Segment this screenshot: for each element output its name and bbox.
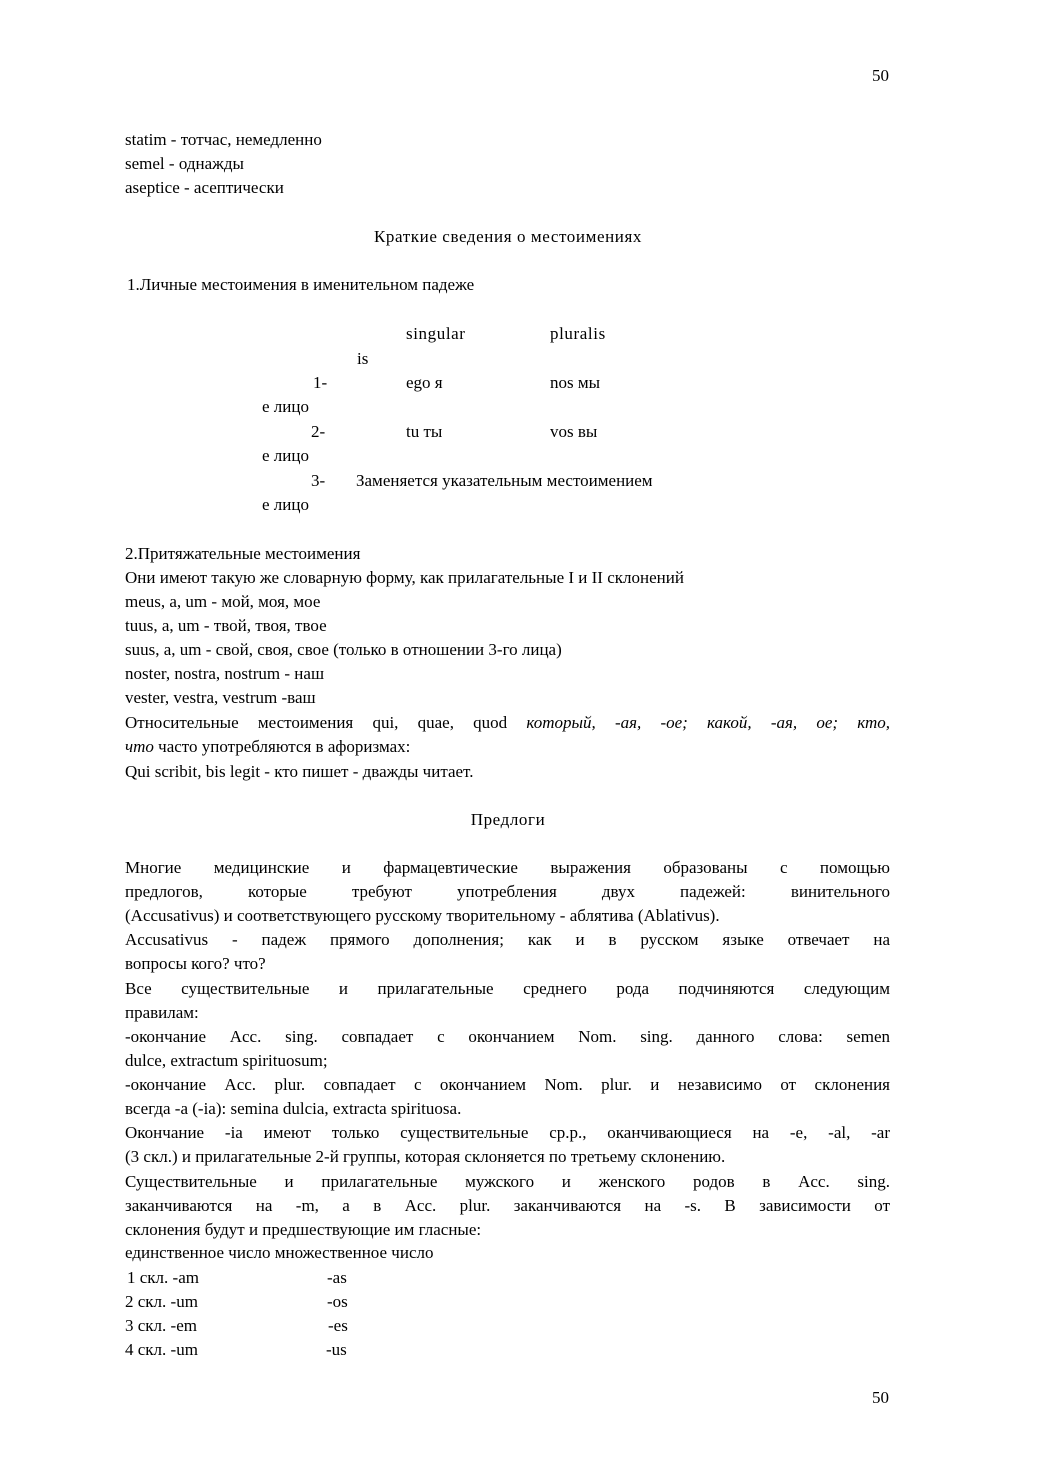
ending-singular: 4 скл. -um <box>125 1340 198 1359</box>
relative-line <box>125 711 890 735</box>
vocab-term: aseptice - <box>125 178 194 197</box>
paragraph-line: Многие медицинские и фармацевтические выражения образованы с помощью <box>125 858 890 877</box>
col-header-pluralis: pluralis <box>550 324 606 343</box>
page-number-top: 50 <box>872 66 889 85</box>
row-person-label: е лицо <box>262 495 309 514</box>
personal-heading: 1.Личные местоимения в именительном падеже <box>127 275 475 294</box>
endings-header: единственное число множественное число <box>125 1243 434 1262</box>
ending-plural: -os <box>327 1292 348 1311</box>
paragraph <box>125 1121 890 1169</box>
relative-prefix: Относительные местоимения qui, quae, quod <box>125 713 527 732</box>
ending-plural: -as <box>327 1268 347 1287</box>
relative-italic: что <box>125 737 154 756</box>
prepositions-heading: Предлоги <box>470 810 546 829</box>
vocab-term: statim - <box>125 130 181 149</box>
paragraph-line: заканчиваются на -m, а в Acc. plur. заканчиваются на -s. В зависимости от <box>125 1196 890 1215</box>
paragraph-line: Все существительные и прилагательные среднего рода подчиняются следующим <box>125 979 890 998</box>
row-singular: ego я <box>406 373 443 392</box>
possessive-item: vester, vestra, vestrum -ваш <box>125 688 316 707</box>
relative-italic: который, -ая, -ое; какой, -ая, ое; кто, <box>526 713 891 732</box>
paragraph-line: -окончание Acc. plur. совпадает с окончанием Nom. plur. и независимо от склонения <box>125 1075 890 1094</box>
paragraph-line: Существительные и прилагательные мужского и женского родов в Acc. sing. <box>125 1172 890 1191</box>
row-person-label: е лицо <box>262 446 309 465</box>
aphorism: Qui scribit, bis legit - кто пишет - дважды читает. <box>125 762 474 781</box>
paragraph <box>125 856 890 928</box>
vocab-meaning: однажды <box>178 154 244 173</box>
paragraph-line: предлогов, которые требуют употребления двух падежей: винительного <box>125 882 890 901</box>
possessive-item: tuus, a, um - твой, твоя, твое <box>125 616 327 635</box>
ending-plural: -es <box>328 1316 348 1335</box>
paragraph-line: склонения будут и предшествующие им гласные: <box>125 1220 482 1239</box>
col-header-singular: singular <box>406 324 466 343</box>
paragraph-line: вопросы кого? что? <box>125 954 266 973</box>
pronouns-heading: Краткие сведения о местоимениях <box>373 227 643 246</box>
vocab-term: semel - <box>125 154 179 173</box>
row-person-number: 1- <box>313 373 328 392</box>
vocab-meaning: тотчас, немедленно <box>180 130 322 149</box>
page-number-bottom: 50 <box>872 1388 889 1407</box>
relative-pronouns-paragraph <box>125 711 890 759</box>
row-person-number: 2- <box>311 422 326 441</box>
paragraph-line: всегда -a (-ia): semina dulcia, extracta spirituosa. <box>125 1099 462 1118</box>
vocab-item <box>125 128 322 152</box>
paragraph <box>125 977 890 1025</box>
paragraph-line: -окончание Acc. sing. совпадает с окончанием Nom. sing. данного слова: semen <box>125 1027 890 1046</box>
paragraph <box>125 1025 890 1073</box>
row-merged-cell: Заменяется указательным местоимением <box>356 471 653 490</box>
vocab-meaning: асептически <box>193 178 284 197</box>
row-pluralis: nos мы <box>550 373 601 392</box>
ending-plural: -us <box>326 1340 347 1359</box>
paragraph-line: dulce, extractum spirituosum; <box>125 1051 328 1070</box>
possessive-item: noster, nostra, nostrum - наш <box>125 664 325 683</box>
paragraph-line: (Accusativus) и соответствующего русскому творительному - аблятива (Ablativus). <box>125 906 720 925</box>
ending-singular: 2 скл. -um <box>125 1292 198 1311</box>
paragraph-line: Accusativus - падеж прямого дополнения; как и в русском языке отвечает на <box>125 930 890 949</box>
ending-singular: 3 скл. -em <box>125 1316 197 1335</box>
paragraph <box>125 1170 890 1242</box>
possessive-item: suus, a, um - свой, своя, свое (только в отношении 3-го лица) <box>125 640 562 659</box>
possessive-item: meus, a, um - мой, моя, мое <box>125 592 321 611</box>
relative-line <box>125 735 890 759</box>
possessive-intro: Они имеют такую же словарную форму, как прилагательные I и II склонений <box>125 568 684 587</box>
possessive-heading: 2.Притяжательные местоимения <box>125 544 361 563</box>
row-pluralis: vos вы <box>550 422 598 441</box>
relative-suffix: часто употребляются в афоризмах: <box>153 737 411 756</box>
ending-singular: 1 скл. -am <box>127 1268 199 1287</box>
is-label: is <box>357 349 369 368</box>
paragraph <box>125 1073 890 1121</box>
row-person-number: 3- <box>311 471 326 490</box>
row-person-label: е лицо <box>262 397 309 416</box>
paragraph-line: (3 скл.) и прилагательные 2-й группы, которая склоняется по третьему склонению. <box>125 1147 726 1166</box>
paragraph-line: Окончание -ia имеют только существительные ср.р., оканчивающиеся на -е, -al, -ar <box>125 1123 890 1142</box>
paragraph <box>125 928 890 976</box>
vocab-item <box>125 152 244 176</box>
paragraph-line: правилам: <box>125 1003 199 1022</box>
row-singular: tu ты <box>406 422 443 441</box>
vocab-item <box>125 176 284 200</box>
